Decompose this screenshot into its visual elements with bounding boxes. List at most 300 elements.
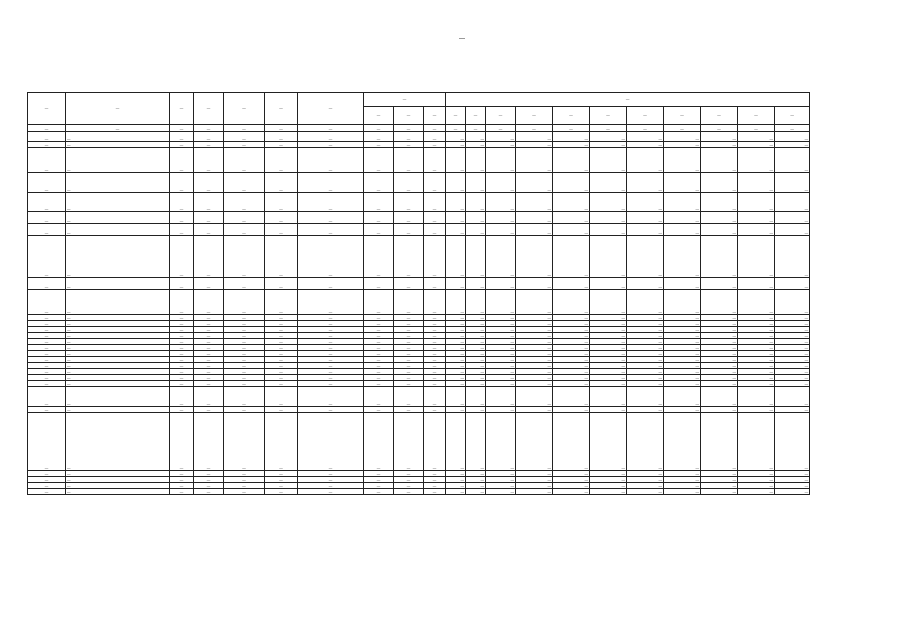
table-cell: — <box>265 413 298 471</box>
table-cell: — <box>446 236 466 278</box>
table-cell: — <box>701 339 738 345</box>
table-cell: — <box>553 142 590 148</box>
table-cell: — <box>364 236 394 278</box>
table-cell: — <box>590 375 627 381</box>
table-cell: — <box>664 387 701 407</box>
table-cell: — <box>590 142 627 148</box>
table-cell: — <box>627 148 664 173</box>
table-cell: — <box>701 483 738 489</box>
table-cell: — <box>394 132 424 142</box>
table-cell: — <box>298 407 364 413</box>
table-cell: — <box>738 142 775 148</box>
table-cell: — <box>486 407 516 413</box>
table-cell: — <box>364 471 394 477</box>
table-cell: — <box>466 413 486 471</box>
table-cell: — <box>664 375 701 381</box>
header-values-by-year: — <box>446 93 810 107</box>
table-cell: — <box>424 333 446 339</box>
table-cell: — <box>28 483 66 489</box>
table-cell: — <box>194 381 224 387</box>
table-cell: — <box>224 339 265 345</box>
table-cell: — <box>516 407 553 413</box>
table-cell: — <box>298 387 364 407</box>
table-cell: — <box>170 321 194 327</box>
table-cell: — <box>516 193 553 212</box>
table-cell: — <box>424 315 446 321</box>
program-indicators-table <box>27 92 810 495</box>
table-cell: — <box>446 193 466 212</box>
table-cell: — <box>553 339 590 345</box>
table-cell: — <box>664 290 701 315</box>
table-cell: — <box>265 224 298 236</box>
table-cell: — <box>775 363 810 369</box>
table-cell: — <box>446 387 466 407</box>
table-cell: — <box>364 387 394 407</box>
table-cell: — <box>224 278 265 290</box>
table-cell: — <box>194 236 224 278</box>
row-name-cell: — <box>66 132 170 142</box>
row-name-cell: — <box>66 142 170 148</box>
table-cell: — <box>298 278 364 290</box>
table-cell: — <box>775 387 810 407</box>
table-cell: — <box>516 339 553 345</box>
table-cell: — <box>364 148 394 173</box>
column-number: — <box>664 125 701 132</box>
table-cell: — <box>364 333 394 339</box>
table-cell: — <box>424 375 446 381</box>
row-name-cell: — <box>66 357 170 363</box>
header-name: — <box>66 93 170 125</box>
row-name-cell: — <box>66 327 170 333</box>
table-cell: — <box>775 489 810 495</box>
column-number: — <box>627 125 664 132</box>
table-cell: — <box>170 236 194 278</box>
table-cell: — <box>590 193 627 212</box>
row-name-cell: — <box>66 483 170 489</box>
row-name-cell: — <box>66 381 170 387</box>
table-cell: — <box>28 375 66 381</box>
table-cell: — <box>486 483 516 489</box>
table-cell: — <box>701 387 738 407</box>
table-cell: — <box>194 148 224 173</box>
table-row <box>28 212 810 224</box>
table-cell: — <box>170 381 194 387</box>
column-number: — <box>224 125 265 132</box>
table-cell: — <box>590 212 627 224</box>
row-name-cell: — <box>66 413 170 471</box>
table-cell: — <box>265 357 298 363</box>
table-cell: — <box>627 471 664 477</box>
table-cell: — <box>516 471 553 477</box>
table-cell: — <box>364 142 394 148</box>
table-cell: — <box>394 345 424 351</box>
table-cell: — <box>224 212 265 224</box>
table-cell: — <box>394 387 424 407</box>
table-cell: — <box>424 327 446 333</box>
table-cell: — <box>738 471 775 477</box>
table-cell: — <box>775 236 810 278</box>
table-cell: — <box>394 351 424 357</box>
table-cell: — <box>738 413 775 471</box>
table-cell: — <box>738 212 775 224</box>
table-cell: — <box>364 381 394 387</box>
table-cell: — <box>28 357 66 363</box>
table-cell: — <box>364 407 394 413</box>
table-cell: — <box>486 339 516 345</box>
table-row <box>28 489 810 495</box>
column-number: — <box>265 125 298 132</box>
table-cell: — <box>516 132 553 142</box>
table-cell: — <box>486 142 516 148</box>
table-cell: — <box>553 407 590 413</box>
table-cell: — <box>701 212 738 224</box>
table-cell: — <box>224 357 265 363</box>
table-cell: — <box>265 345 298 351</box>
table-cell: — <box>516 224 553 236</box>
table-cell: — <box>466 142 486 148</box>
table-cell: — <box>224 333 265 339</box>
table-cell: — <box>28 224 66 236</box>
row-name-cell: — <box>66 236 170 278</box>
row-name-cell: — <box>66 224 170 236</box>
table-cell: — <box>664 212 701 224</box>
header-year: — <box>627 107 664 125</box>
table-cell: — <box>298 471 364 477</box>
table-cell: — <box>446 132 466 142</box>
table-cell: — <box>265 483 298 489</box>
table-cell: — <box>298 483 364 489</box>
table-cell: — <box>265 148 298 173</box>
table-cell: — <box>466 333 486 339</box>
table-cell: — <box>486 381 516 387</box>
table-cell: — <box>224 471 265 477</box>
table-cell: — <box>701 407 738 413</box>
table-cell: — <box>590 173 627 193</box>
table-cell: — <box>394 477 424 483</box>
header-unit: — <box>170 93 194 125</box>
table-cell: — <box>364 363 394 369</box>
table-cell: — <box>627 413 664 471</box>
table-cell: — <box>298 413 364 471</box>
table-cell: — <box>627 315 664 321</box>
table-cell: — <box>394 327 424 333</box>
table-cell: — <box>170 278 194 290</box>
table-cell: — <box>298 477 364 483</box>
table-cell: — <box>394 333 424 339</box>
row-name-cell: — <box>66 387 170 407</box>
table-cell: — <box>224 148 265 173</box>
table-cell: — <box>590 339 627 345</box>
table-cell: — <box>194 333 224 339</box>
table-cell: — <box>738 315 775 321</box>
table-cell: — <box>486 345 516 351</box>
table-cell: — <box>194 212 224 224</box>
table-cell: — <box>664 413 701 471</box>
table-cell: — <box>28 148 66 173</box>
table-cell: — <box>627 339 664 345</box>
table-cell: — <box>775 148 810 173</box>
table-cell: — <box>446 369 466 375</box>
header-year: — <box>446 107 466 125</box>
table-cell: — <box>170 173 194 193</box>
table-cell: — <box>775 142 810 148</box>
table-cell: — <box>775 212 810 224</box>
table-cell: — <box>627 407 664 413</box>
table-cell: — <box>627 483 664 489</box>
table-cell: — <box>553 236 590 278</box>
table-cell: — <box>194 142 224 148</box>
table-cell: — <box>466 212 486 224</box>
table-cell: — <box>28 327 66 333</box>
table-cell: — <box>738 132 775 142</box>
table-cell: — <box>170 477 194 483</box>
table-cell: — <box>224 315 265 321</box>
table-cell: — <box>775 413 810 471</box>
table-cell: — <box>446 363 466 369</box>
table-cell: — <box>775 339 810 345</box>
table-cell: — <box>394 483 424 489</box>
table-cell: — <box>775 407 810 413</box>
table-cell: — <box>394 357 424 363</box>
table-cell: — <box>664 224 701 236</box>
table-cell: — <box>701 489 738 495</box>
table-cell: — <box>170 132 194 142</box>
table-cell: — <box>265 321 298 327</box>
table-cell: — <box>446 489 466 495</box>
table-cell: — <box>486 387 516 407</box>
table-cell: — <box>265 369 298 375</box>
table-cell: — <box>170 315 194 321</box>
table-cell: — <box>738 483 775 489</box>
table-cell: — <box>775 471 810 477</box>
table-cell: — <box>224 327 265 333</box>
table-cell: — <box>590 345 627 351</box>
table-cell: — <box>664 333 701 339</box>
table-cell: — <box>553 351 590 357</box>
table-cell: — <box>298 381 364 387</box>
table-cell: — <box>28 413 66 471</box>
table-cell: — <box>466 363 486 369</box>
table-row <box>28 148 810 173</box>
table-cell: — <box>738 236 775 278</box>
table-cell: — <box>28 132 66 142</box>
header-coef: — <box>194 93 224 125</box>
table-cell: — <box>664 363 701 369</box>
table-cell: — <box>364 321 394 327</box>
table-cell: — <box>170 142 194 148</box>
table-cell: — <box>28 339 66 345</box>
table-cell: — <box>298 351 364 357</box>
table-cell: — <box>364 351 394 357</box>
table-cell: — <box>590 278 627 290</box>
table-cell: — <box>590 290 627 315</box>
table-cell: — <box>516 315 553 321</box>
table-cell: — <box>424 236 446 278</box>
table-cell: — <box>466 148 486 173</box>
table-cell: — <box>224 387 265 407</box>
table-cell: — <box>553 212 590 224</box>
table-cell: — <box>446 321 466 327</box>
table-cell: — <box>553 278 590 290</box>
table-cell: — <box>486 321 516 327</box>
table-cell: — <box>224 193 265 212</box>
header-year: — <box>664 107 701 125</box>
header-total: — <box>775 107 810 125</box>
row-name-cell: — <box>66 369 170 375</box>
table-cell: — <box>738 224 775 236</box>
table-cell: — <box>424 212 446 224</box>
table-cell: — <box>194 315 224 321</box>
table-cell: — <box>553 173 590 193</box>
header-main-admin: — <box>364 107 394 125</box>
table-cell: — <box>466 407 486 413</box>
header-year: — <box>553 107 590 125</box>
table-cell: — <box>664 483 701 489</box>
table-cell: — <box>394 173 424 193</box>
table-cell: — <box>194 471 224 477</box>
table-cell: — <box>775 369 810 375</box>
table-cell: — <box>486 315 516 321</box>
table-cell: — <box>446 224 466 236</box>
table-cell: — <box>738 290 775 315</box>
table-cell: — <box>394 407 424 413</box>
table-cell: — <box>446 142 466 148</box>
table-cell: — <box>486 413 516 471</box>
header-year: — <box>701 107 738 125</box>
column-number: — <box>466 125 486 132</box>
table-cell: — <box>170 407 194 413</box>
table-cell: — <box>265 477 298 483</box>
table-cell: — <box>466 357 486 363</box>
table-cell: — <box>738 381 775 387</box>
table-cell: — <box>265 471 298 477</box>
table-cell: — <box>590 236 627 278</box>
table-cell: — <box>394 375 424 381</box>
table-cell: — <box>298 224 364 236</box>
table-cell: — <box>516 290 553 315</box>
table-cell: — <box>516 278 553 290</box>
column-number: — <box>194 125 224 132</box>
table-cell: — <box>424 278 446 290</box>
table-cell: — <box>170 345 194 351</box>
table-cell: — <box>664 132 701 142</box>
table-cell: — <box>28 333 66 339</box>
table-cell: — <box>298 148 364 173</box>
table-cell: — <box>394 148 424 173</box>
table-cell: — <box>466 132 486 142</box>
table-cell: — <box>224 363 265 369</box>
column-number: — <box>28 125 66 132</box>
table-cell: — <box>265 193 298 212</box>
table-cell: — <box>224 369 265 375</box>
table-cell: — <box>394 290 424 315</box>
table-cell: — <box>265 212 298 224</box>
table-cell: — <box>516 483 553 489</box>
table-cell: — <box>170 357 194 363</box>
column-number: — <box>486 125 516 132</box>
table-cell: — <box>446 351 466 357</box>
table-cell: — <box>701 315 738 321</box>
table-cell: — <box>194 290 224 315</box>
table-cell: — <box>298 290 364 315</box>
table-cell: — <box>775 381 810 387</box>
table-cell: — <box>446 290 466 315</box>
table-cell: — <box>446 357 466 363</box>
table-cell: — <box>170 148 194 173</box>
table-cell: — <box>664 148 701 173</box>
table-cell: — <box>590 315 627 321</box>
table-cell: — <box>194 224 224 236</box>
table-cell: — <box>424 407 446 413</box>
table-cell: — <box>553 489 590 495</box>
table-cell: — <box>224 142 265 148</box>
table-cell: — <box>775 224 810 236</box>
table-cell: — <box>553 345 590 351</box>
column-number: — <box>298 125 364 132</box>
table-cell: — <box>424 369 446 375</box>
table-cell: — <box>424 321 446 327</box>
table-row <box>28 173 810 193</box>
table-cell: — <box>265 351 298 357</box>
table-cell: — <box>265 315 298 321</box>
table-cell: — <box>364 278 394 290</box>
table-cell: — <box>364 375 394 381</box>
table-cell: — <box>664 381 701 387</box>
table-cell: — <box>298 339 364 345</box>
table-cell: — <box>590 148 627 173</box>
table-cell: — <box>738 193 775 212</box>
table-cell: — <box>627 387 664 407</box>
table-body <box>28 125 810 495</box>
table-cell: — <box>446 375 466 381</box>
table-cell: — <box>28 489 66 495</box>
table-cell: — <box>298 193 364 212</box>
table-cell: — <box>466 477 486 483</box>
table-cell: — <box>265 375 298 381</box>
table-cell: — <box>553 327 590 333</box>
table-cell: — <box>701 148 738 173</box>
table-row <box>28 236 810 278</box>
table-cell: — <box>738 327 775 333</box>
table-cell: — <box>28 315 66 321</box>
table-cell: — <box>424 477 446 483</box>
table-cell: — <box>486 290 516 315</box>
table-cell: — <box>424 387 446 407</box>
table-cell: — <box>424 224 446 236</box>
table-cell: — <box>28 407 66 413</box>
table-cell: — <box>224 132 265 142</box>
table-cell: — <box>627 321 664 327</box>
table-cell: — <box>194 327 224 333</box>
table-cell: — <box>466 173 486 193</box>
table-cell: — <box>265 381 298 387</box>
table-cell: — <box>627 142 664 148</box>
table-cell: — <box>194 357 224 363</box>
table-cell: — <box>701 132 738 142</box>
table-cell: — <box>446 327 466 333</box>
table-cell: — <box>394 224 424 236</box>
table-cell: — <box>486 132 516 142</box>
table-cell: — <box>516 333 553 339</box>
table-cell: — <box>553 363 590 369</box>
table-cell: — <box>627 345 664 351</box>
table-cell: — <box>446 278 466 290</box>
table-cell: — <box>424 351 446 357</box>
table-cell: — <box>28 381 66 387</box>
table-cell: — <box>738 387 775 407</box>
table-cell: — <box>466 290 486 315</box>
table-cell: — <box>738 351 775 357</box>
